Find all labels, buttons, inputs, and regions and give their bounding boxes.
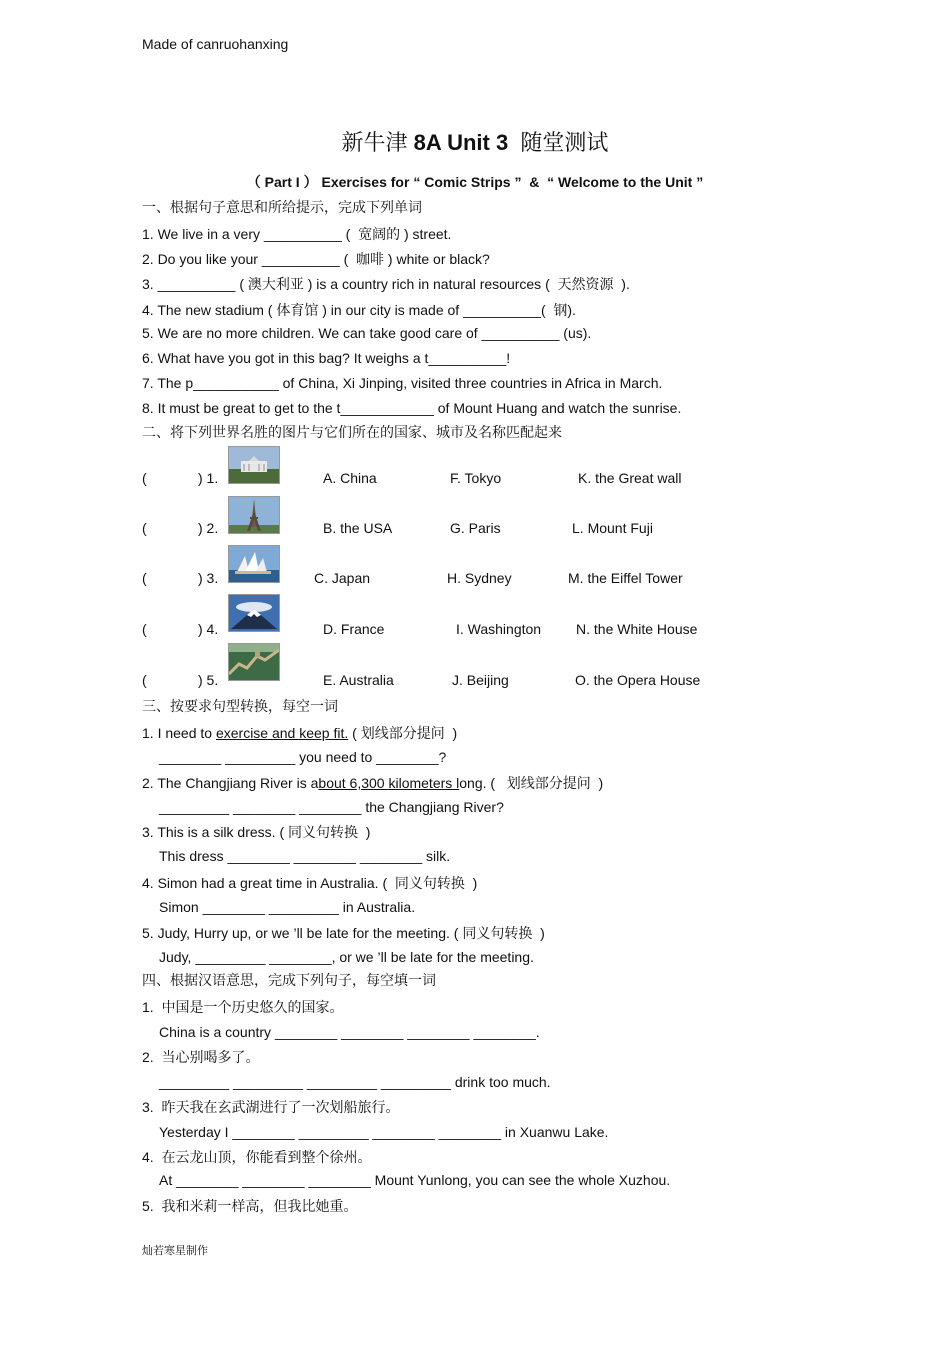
s1-item-4: 4. The new stadium ( 体育馆 ) in our city is made of __________( 钢). — [142, 302, 576, 318]
s4-answer-1: China is a country ________ ________ ________ ________. — [159, 1024, 540, 1040]
city-option: G. Paris — [450, 520, 501, 536]
s4-answer-4: At ________ ________ ________ Mount Yunlong, you can see the whole Xuzhou. — [159, 1172, 671, 1188]
s1-item-3: 3. __________ ( 澳大利亚 ) is a country rich in natural resources ( 天然资源 ). — [142, 276, 630, 292]
great-wall-photo — [228, 643, 280, 681]
s3-question-5: 5. Judy, Hurry up, or we ’ll be late for the meeting. ( 同义句转换 ) — [142, 925, 545, 941]
s1-item-1: 1. We live in a very __________ ( 宽阔的 ) street. — [142, 226, 452, 242]
city-option: H. Sydney — [447, 570, 512, 586]
landmark-option: K. the Great wall — [578, 470, 682, 486]
page-footer: 灿若寒星制作 — [142, 1245, 208, 1257]
s3-q2-post: ong. ( 划线部分提问 ) — [459, 775, 604, 791]
city-option: F. Tokyo — [450, 470, 502, 486]
country-option: C. Japan — [314, 570, 371, 586]
landmark-option: L. Mount Fuji — [572, 520, 653, 536]
match-paren: ( — [142, 672, 147, 688]
s4-question-1: 1. 中国是一个历史悠久的国家。 — [142, 999, 344, 1015]
section1-heading: 一、根据句子意思和所给提示，完成下列单词 — [142, 199, 422, 215]
s3-answer-5: Judy, _________ ________, or we ’ll be late for the meeting. — [159, 949, 534, 965]
landmark-option: N. the White House — [576, 621, 698, 637]
match-paren: ( — [142, 470, 147, 486]
section4-heading: 四、根据汉语意思，完成下列句子，每空填一词 — [142, 972, 436, 988]
city-option: J. Beijing — [452, 672, 509, 688]
s3-question-4: 4. Simon had a great time in Australia. ( 同义句转换 ) — [142, 875, 478, 891]
s3-question-2 — [142, 773, 603, 793]
s1-item-6: 6. What have you got in this bag? It weighs a t__________! — [142, 350, 511, 366]
s3-q1-underlined: exercise and keep fit. — [215, 725, 349, 741]
match-paren: ( — [142, 621, 147, 637]
s3-question-3: 3. This is a silk dress. ( 同义句转换 ) — [142, 824, 371, 840]
s4-answer-3: Yesterday I ________ _________ ________ ________ in Xuanwu Lake. — [159, 1124, 609, 1140]
s1-item-2: 2. Do you like your __________ ( 咖啡 ) white or black? — [142, 251, 490, 267]
landmark-option: O. the Opera House — [575, 672, 701, 688]
country-option: E. Australia — [323, 672, 394, 688]
section3-heading: 三、按要求句型转换，每空一词 — [142, 698, 338, 714]
s4-answer-2: _________ _________ _________ _________ drink too much. — [159, 1074, 551, 1090]
s1-item-5: 5. We are no more children. We can take good care of __________ (us). — [142, 325, 592, 341]
section2-heading: 二、将下列世界名胜的图片与它们所在的国家、城市及名称匹配起来 — [142, 424, 562, 440]
s4-question-2: 2. 当心别喝多了。 — [142, 1049, 260, 1065]
title-unit: 8A Unit 3 — [413, 130, 509, 155]
country-option: A. China — [323, 470, 377, 486]
title-suffix: 随堂测试 — [508, 130, 609, 155]
s3-q1-pre: 1. I need to — [142, 725, 216, 741]
match-number: ) 2. — [198, 520, 219, 536]
match-paren: ( — [142, 520, 147, 536]
s1-item-8: 8. It must be great to get to the t____________ of Mount Huang and watch the sunrise. — [142, 400, 682, 416]
s4-question-5: 5. 我和米莉一样高，但我比她重。 — [142, 1198, 358, 1214]
s3-answer-3: This dress ________ ________ ________ silk. — [159, 848, 451, 864]
match-paren: ( — [142, 570, 147, 586]
s3-answer-1: ________ _________ you need to ________? — [159, 749, 447, 765]
opera-house-photo — [228, 545, 280, 583]
s3-answer-4: Simon ________ _________ in Australia. — [159, 899, 416, 915]
match-number: ) 1. — [198, 470, 219, 486]
s4-question-3: 3. 昨天我在玄武湖进行了一次划船旅行。 — [142, 1099, 400, 1115]
country-option: D. France — [323, 621, 385, 637]
match-number: ) 3. — [198, 570, 219, 586]
s4-question-4: 4. 在云龙山顶，你能看到整个徐州。 — [142, 1149, 372, 1165]
match-number: ) 4. — [198, 621, 219, 637]
s3-q2-pre: 2. The Changjiang River is a — [142, 775, 319, 791]
s3-q2-underlined: bout 6,300 kilometers l — [318, 775, 460, 791]
mount-fuji-photo — [228, 594, 280, 632]
eiffel-tower-photo — [228, 496, 280, 534]
s3-answer-2: _________ ________ ________ the Changjiang River? — [159, 799, 504, 815]
s3-q1-post: ( 划线部分提问 ) — [348, 725, 458, 741]
white-house-photo — [228, 446, 280, 484]
s3-question-1 — [142, 723, 457, 743]
page-header: Made of canruohanxing — [142, 36, 289, 52]
match-number: ) 5. — [198, 672, 219, 688]
title-prefix: 新牛津 — [341, 130, 414, 155]
s1-item-7: 7. The p___________ of China, Xi Jinping, visited three countries in Africa in March. — [142, 375, 663, 391]
page-subtitle: （ Part I ） Exercises for “ Comic Strips ” & “ Welcome to the Unit ” — [246, 174, 704, 190]
country-option: B. the USA — [323, 520, 393, 536]
landmark-option: M. the Eiffel Tower — [568, 570, 683, 586]
city-option: I. Washington — [456, 621, 542, 637]
page-title — [0, 126, 950, 157]
